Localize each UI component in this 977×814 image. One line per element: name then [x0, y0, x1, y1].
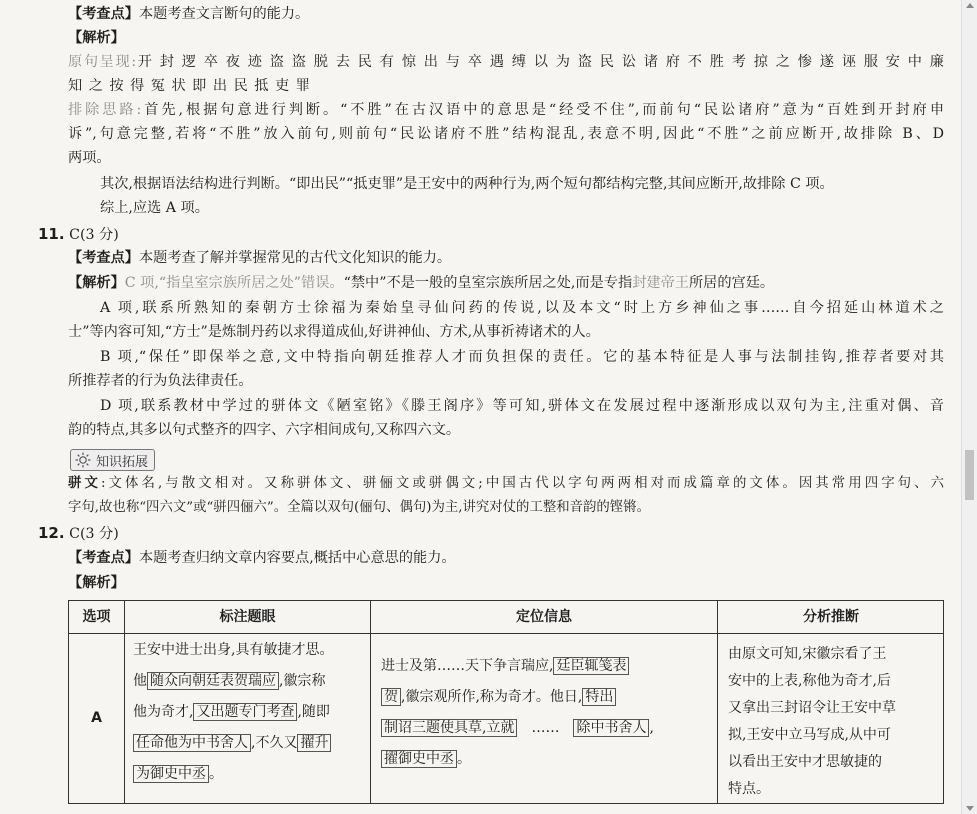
q10-paichu-line2: 诉”,句意完整,若将“不胜”放入前句,则前句“民讼诸府不胜”结构混乱,表意不明,因此“不胜”之前应断开,故排除 B、D	[68, 126, 944, 142]
q10-kaochadian: 【考查点】本题考查文言断句的能力。	[68, 6, 310, 22]
q10-yuanju-line2: 知 之 按 得 冤 状 即 出 民 抵 吏 罪	[68, 78, 311, 94]
pianwen-line2: 字句,故也称“四六文”或“骈四俪六”。全篇以双句(俪句、偶句)为主,讲究对仗的工整和音韵的铿锵。	[68, 500, 650, 515]
q11-header: 11. C(3 分)	[38, 225, 119, 243]
q11-jiexi: 【解析】C 项,“指皇室宗族所居之处”错误。“禁中”不是一般的皇室宗族所居之处,而是专指封建帝王所居的宫廷。	[68, 275, 775, 291]
q12-kaochadian: 【考查点】本题考查归纳文章内容要点,概括中心意思的能力。	[68, 550, 456, 566]
q10-zongshang: 综上,应选 A 项。	[100, 200, 209, 216]
scrollbar-thumb[interactable]	[965, 450, 974, 500]
row-a-fenxi: 由原文可知,宋徽宗看了王 安中的上表,称他为奇才,后 又拿出三封诏令让王安中草 拟,王安中立马写成,从中可 以看出王安中才思敏捷的 特点。	[728, 646, 896, 797]
q10-yuanju-line1: 原句呈现:开 封 逻 卒 夜 迹 盗 盗 脱 去 民 有 惊 出 与 卒 遇 缚 以 为 盗 民 讼 诸 府 不 胜 考 掠 之 惨 遂 诬 服 安 中 廉	[68, 54, 944, 70]
scroll-down-arrow-icon[interactable]	[966, 806, 974, 811]
q11-b-line1: B 项,“保任”即保举之意,文中特指向朝廷推荐人才而负担保的责任。它的基本特征是人事与法制挂钩,推荐者要对其	[100, 349, 944, 365]
knowledge-extension-badge: 知识拓展	[70, 449, 155, 471]
q10-paichu-line3: 两项。	[68, 150, 111, 166]
q11-d-line2: 韵的特点,其多以句式整齐的四字、六字相间成句,又称四六文。	[68, 422, 461, 438]
lightbulb-sun-icon	[75, 452, 91, 468]
q12-header: 12. C(3 分)	[38, 524, 119, 542]
scroll-up-arrow-icon[interactable]	[966, 3, 974, 8]
q11-kaochadian: 【考查点】本题考查了解并掌握常见的古代文化知识的能力。	[68, 250, 452, 266]
row-a-biaozhu: 王安中进士出身,具有敏捷才思。 他 随众向朝廷表贺瑞应 ,徽宗称 他为奇才, 又出题专门考查 ,随即 任命他为中书舍人 ,不久又 擢升 为御史中丞 。	[133, 642, 334, 782]
q12-jiexi-label: 【解析】	[68, 575, 125, 591]
header-biaozhu: 标注题眼	[219, 609, 276, 625]
q10-qici: 其次,根据语法结构进行判断。“即出民”“抵吏罪”是王安中的两种行为,两个短句都结构完整,其间应断开,故排除 C 项。	[100, 176, 834, 192]
q11-a-line2: 士”等内容可知,“方士”是炼制丹药以求得道成仙,好讲神仙、方术,从事祈祷诸术的人。	[68, 324, 600, 340]
header-option: 选项	[82, 609, 111, 625]
header-dingwei: 定位信息	[516, 609, 572, 625]
analysis-table	[68, 600, 944, 804]
q11-a-line1: A 项,联系所熟知的秦朝方士徐福为秦始皇寻仙问药的传说,以及本文“时上方乡神仙之事……自今招延山林道术之	[100, 300, 944, 316]
q10-jiexi-label: 【解析】	[68, 30, 125, 46]
q10-paichu-line1: 排除思路:首先,根据句意进行判断。“不胜”在古汉语中的意思是“经受不住”,而前句“民讼诸府”意为“百姓到开封府申	[68, 102, 945, 118]
vertical-scrollbar[interactable]	[961, 0, 977, 814]
pianwen-line1: 骈文:文体名,与散文相对。又称骈体文、骈俪文或骈偶文;中国古代以字句两两相对而成篇章的文体。因其常用四字句、六	[68, 476, 945, 491]
q11-d-line1: D 项,联系教材中学过的骈体文《陋室铭》《滕王阁序》等可知,骈体文在发展过程中逐渐形成以双句为主,注重对偶、音	[100, 398, 944, 414]
q11-b-line2: 所推荐者的行为负法律责任。	[68, 373, 253, 389]
row-a-option: A	[91, 710, 102, 726]
row-a-dingwei: 进士及第……天下争言瑞应, 廷臣辄笺表 贺 ,徽宗观所作,称为奇才。他日, 特出 制诏三题使具草,立就 …… 除中书舍人 , 擢御史中丞 。	[381, 658, 654, 767]
header-fenxi: 分析推断	[803, 609, 859, 625]
